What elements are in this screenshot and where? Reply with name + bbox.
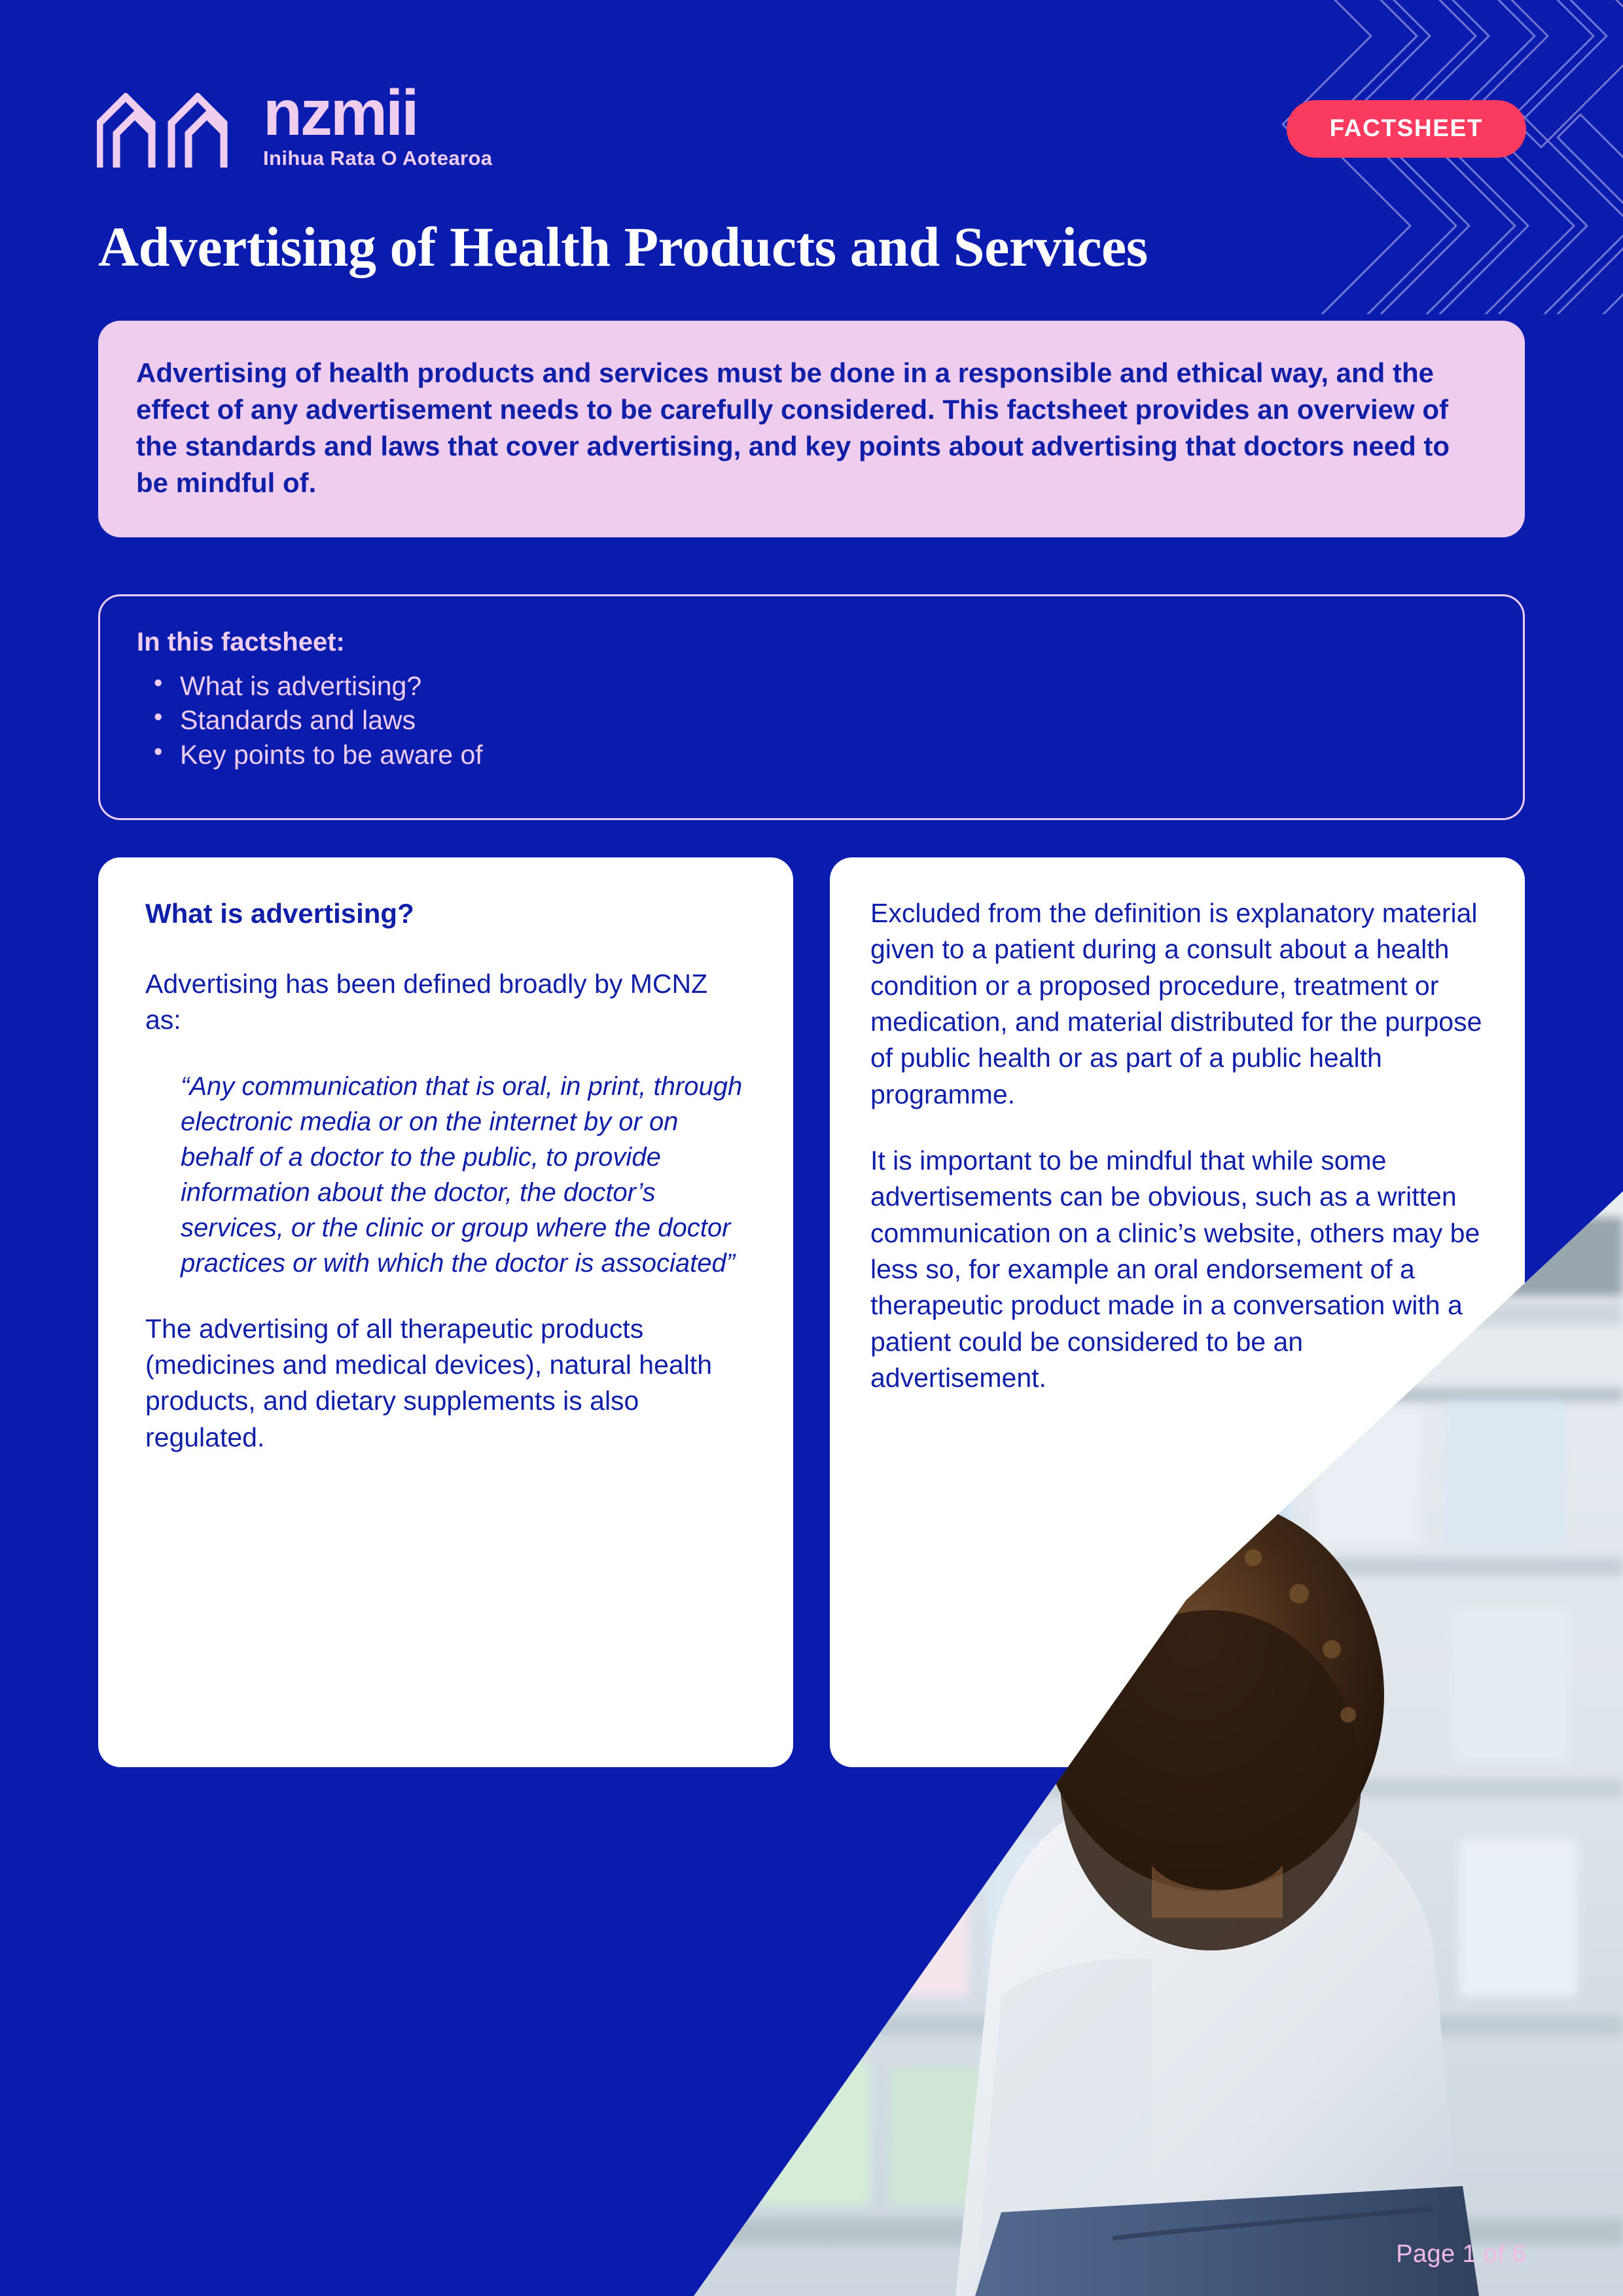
- card-intro-paragraph: Advertising has been defined broadly by MCNZ as:: [145, 969, 708, 1035]
- brand-logo: [97, 77, 493, 170]
- exclusions-paragraph: Excluded from the definition is explanatory material given to a patient during a consult about a health condition or a proposed procedure, treatment or medication, and material distributed for the purpose of public health or as part of a public health programme.: [870, 898, 1482, 1109]
- mcnz-definition-quote: “Any communication that is oral, in print, through electronic media or on the internet by or on behalf of a doctor to the public, to provide information about the doctor, the doctor’s services, or the clinic or group where the doctor practices or with which the doctor is associated”: [181, 1071, 743, 1278]
- toc-item-standards-and-laws: • Standards and laws: [180, 703, 1486, 737]
- summary-text: Advertising of health products and services must be done in a responsible and ethical way, and the effect of any advertisement needs to be carefully considered. This factsheet provides an overview of the standards and laws that cover advertising, and key points about advertising that doctors need to be mindful of.: [136, 357, 1450, 498]
- toc-list: [137, 669, 1486, 772]
- logo-tagline: Inihua Rata O Aotearoa: [263, 147, 493, 170]
- card-what-is-advertising: [98, 857, 793, 1767]
- page-title: Advertising of Health Products and Services: [98, 215, 1148, 278]
- factsheet-badge: FACTSHEET: [1287, 100, 1526, 158]
- in-this-factsheet-box: [98, 594, 1525, 820]
- mindfulness-paragraph: It is important to be mindful that while some advertisements can be obvious, such as a written communication on a clinic’s website, others may be less so, for example an oral endorsement of a therapeutic product made in a conversation with a patient could be considered to be an advertisement.: [870, 1145, 1480, 1393]
- page-number: Page 1 of 6: [1396, 2240, 1526, 2268]
- toc-heading: In this factsheet:: [137, 628, 345, 656]
- card-heading: What is advertising?: [145, 898, 414, 929]
- toc-item-key-points: • Key points to be aware of: [180, 738, 1486, 772]
- summary-panel: [98, 321, 1525, 537]
- nzmii-chevron-logomark-icon: [97, 93, 246, 170]
- card-closing-paragraph: The advertising of all therapeutic products (medicines and medical devices), natural health products, and dietary supplements is also regulated.: [145, 1313, 713, 1452]
- toc-item-what-is-advertising: • What is advertising?: [180, 669, 1486, 703]
- logo-wordmark: nzmii: [263, 77, 418, 149]
